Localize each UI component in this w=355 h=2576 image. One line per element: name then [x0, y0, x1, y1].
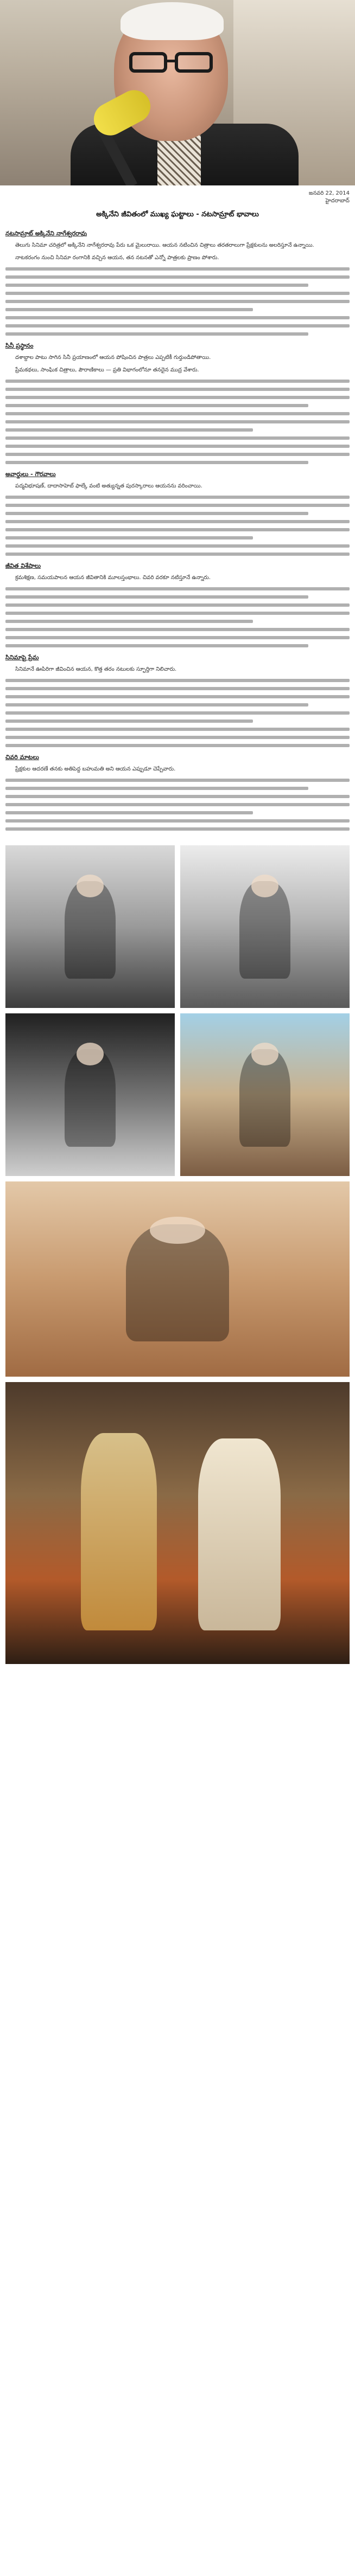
- text-line: [5, 779, 350, 782]
- text-block: [0, 496, 355, 556]
- section-title: నటసామ్రాట్ అక్కినేని నాగేశ్వరరావు: [5, 230, 87, 237]
- photo-face: [251, 875, 278, 897]
- section-title: సినీ ప్రస్థానం: [5, 342, 34, 349]
- text-line: [5, 803, 350, 806]
- text-line: [5, 827, 350, 831]
- text-line: [5, 687, 350, 690]
- text-line: [5, 628, 350, 631]
- glasses-right-lens: [175, 52, 213, 73]
- text-line: [5, 332, 308, 336]
- photo-gallery: [0, 836, 355, 1664]
- stage-actor-right: [198, 1438, 281, 1630]
- photo-face: [77, 1043, 104, 1065]
- text-line: [5, 636, 350, 639]
- text-line: [5, 595, 308, 599]
- text-line: [5, 496, 350, 499]
- glasses-bridge: [166, 60, 177, 62]
- gallery-photo-wide: [5, 1181, 350, 1377]
- text-line: [5, 603, 350, 607]
- section-paragraph: ప్రేమకథలు, సాంఘిక చిత్రాలు, పౌరాణికాలు — ప్రతి విభాగంలోనూ తనదైన ముద్ర వేశారు.: [15, 367, 199, 373]
- text-line: [5, 644, 308, 647]
- text-line: [5, 461, 308, 464]
- gallery-grid: [5, 845, 350, 1664]
- text-line: [5, 512, 308, 515]
- text-line: [5, 703, 308, 706]
- text-block: [0, 679, 355, 747]
- section-6: [0, 754, 355, 774]
- gallery-photo: [180, 845, 350, 1008]
- text-line: [5, 396, 350, 399]
- hero-person-hair: [121, 2, 224, 40]
- text-line: [5, 284, 308, 287]
- meta-block: [309, 190, 350, 205]
- text-line: [5, 736, 350, 739]
- text-line: [5, 324, 350, 327]
- text-line: [5, 520, 350, 523]
- section-paragraph: క్రమశిక్షణ, సమయపాలన ఆయన జీవితానికి మూలస్తంభాలు. చివరి వరకూ నటిస్తూనే ఉన్నారు.: [15, 575, 211, 581]
- gallery-photo: [5, 1013, 175, 1176]
- section-paragraph: ప్రేక్షకుల ఆదరణే తనకు అతిపెద్ద బహుమతి అని ఆయన ఎప్పుడూ చెప్పేవారు.: [15, 766, 176, 772]
- photo-face: [251, 1043, 278, 1065]
- text-line: [5, 795, 350, 798]
- section-title: అవార్డులు - గౌరవాలు: [5, 471, 56, 478]
- text-line: [5, 612, 350, 615]
- text-line: [5, 404, 308, 407]
- photo-face: [150, 1217, 205, 1244]
- gallery-photo-stage: [5, 1382, 350, 1664]
- stage-actor-left: [81, 1433, 156, 1630]
- text-line: [5, 553, 350, 556]
- text-line: [5, 308, 253, 311]
- text-line: [5, 436, 350, 440]
- text-line: [5, 267, 350, 271]
- section-paragraph: దశాబ్దాల పాటు సాగిన సినీ ప్రయాణంలో ఆయన పోషించిన పాత్రలు ఎప్పటికీ గుర్తుండిపోతాయి.: [15, 355, 211, 361]
- hero-photo: [0, 0, 355, 185]
- date-line: జనవరి 22, 2014: [308, 190, 350, 196]
- text-line: [5, 720, 253, 723]
- gallery-photo: [5, 845, 175, 1008]
- article-meta: [0, 185, 355, 206]
- text-line: [5, 420, 350, 423]
- text-line: [5, 536, 253, 539]
- text-line: [5, 544, 350, 548]
- section-3: [0, 471, 355, 491]
- text-block: [0, 380, 355, 464]
- section-paragraph: నాటకరంగం నుంచి సినిమా రంగానికి వచ్చిన ఆయన, తన నటనతో ఎన్నో పాత్రలకు ప్రాణం పోశారు.: [15, 255, 219, 261]
- article-headline: అక్కినేని జీవితంలో ముఖ్య ఘట్టాలు - నటసామ్రాట్ భావాలు: [96, 210, 259, 219]
- text-line: [5, 711, 350, 715]
- text-block: [0, 267, 355, 336]
- text-line: [5, 528, 350, 531]
- text-block: [0, 587, 355, 647]
- section-title: జీవిత విశేషాలు: [5, 562, 41, 569]
- text-line: [5, 728, 350, 731]
- section-4: [0, 562, 355, 582]
- text-block: [0, 779, 355, 831]
- gallery-photo: [180, 1013, 350, 1176]
- text-line: [5, 316, 350, 319]
- section-5: [0, 654, 355, 674]
- section-title: చివరి మాటలు: [5, 754, 39, 761]
- section-title: సినిమాపై ప్రేమ: [5, 654, 39, 661]
- section-paragraph: సినిమానే ఊపిరిగా జీవించిన ఆయన, కొత్త తరం నటులకు స్ఫూర్తిగా నిలిచారు.: [15, 666, 177, 672]
- text-line: [5, 819, 350, 823]
- section-2: [0, 342, 355, 375]
- text-line: [5, 587, 350, 590]
- text-line: [5, 388, 350, 391]
- section-paragraph: తెలుగు సినిమా చరిత్రలో అక్కినేని నాగేశ్వరరావు పేరు ఒక మైలురాయి. ఆయన నటించిన చిత్రాలు తరతరాలుగా ప్రేక్షకులను అలరిస్తూనే ఉన్నాయి.: [15, 242, 314, 248]
- text-line: [5, 445, 350, 448]
- text-line: [5, 428, 253, 432]
- text-line: [5, 679, 350, 682]
- text-line: [5, 275, 350, 279]
- glasses-left-lens: [129, 52, 167, 73]
- text-line: [5, 504, 350, 507]
- photo-face: [77, 875, 104, 897]
- text-line: [5, 787, 308, 790]
- text-line: [5, 695, 350, 698]
- place-line: హైదరాబాద్: [325, 198, 350, 204]
- text-line: [5, 620, 253, 623]
- text-line: [5, 300, 350, 303]
- text-line: [5, 744, 350, 747]
- text-line: [5, 453, 350, 456]
- text-line: [5, 380, 350, 383]
- text-line: [5, 292, 350, 295]
- section-1: [0, 230, 355, 262]
- text-line: [5, 811, 253, 814]
- section-paragraph: పద్మవిభూషణ్, దాదాసాహెబ్ ఫాల్కే వంటి అత్యున్నత పురస్కారాలు ఆయనను వరించాయి.: [15, 483, 202, 489]
- text-line: [5, 412, 350, 415]
